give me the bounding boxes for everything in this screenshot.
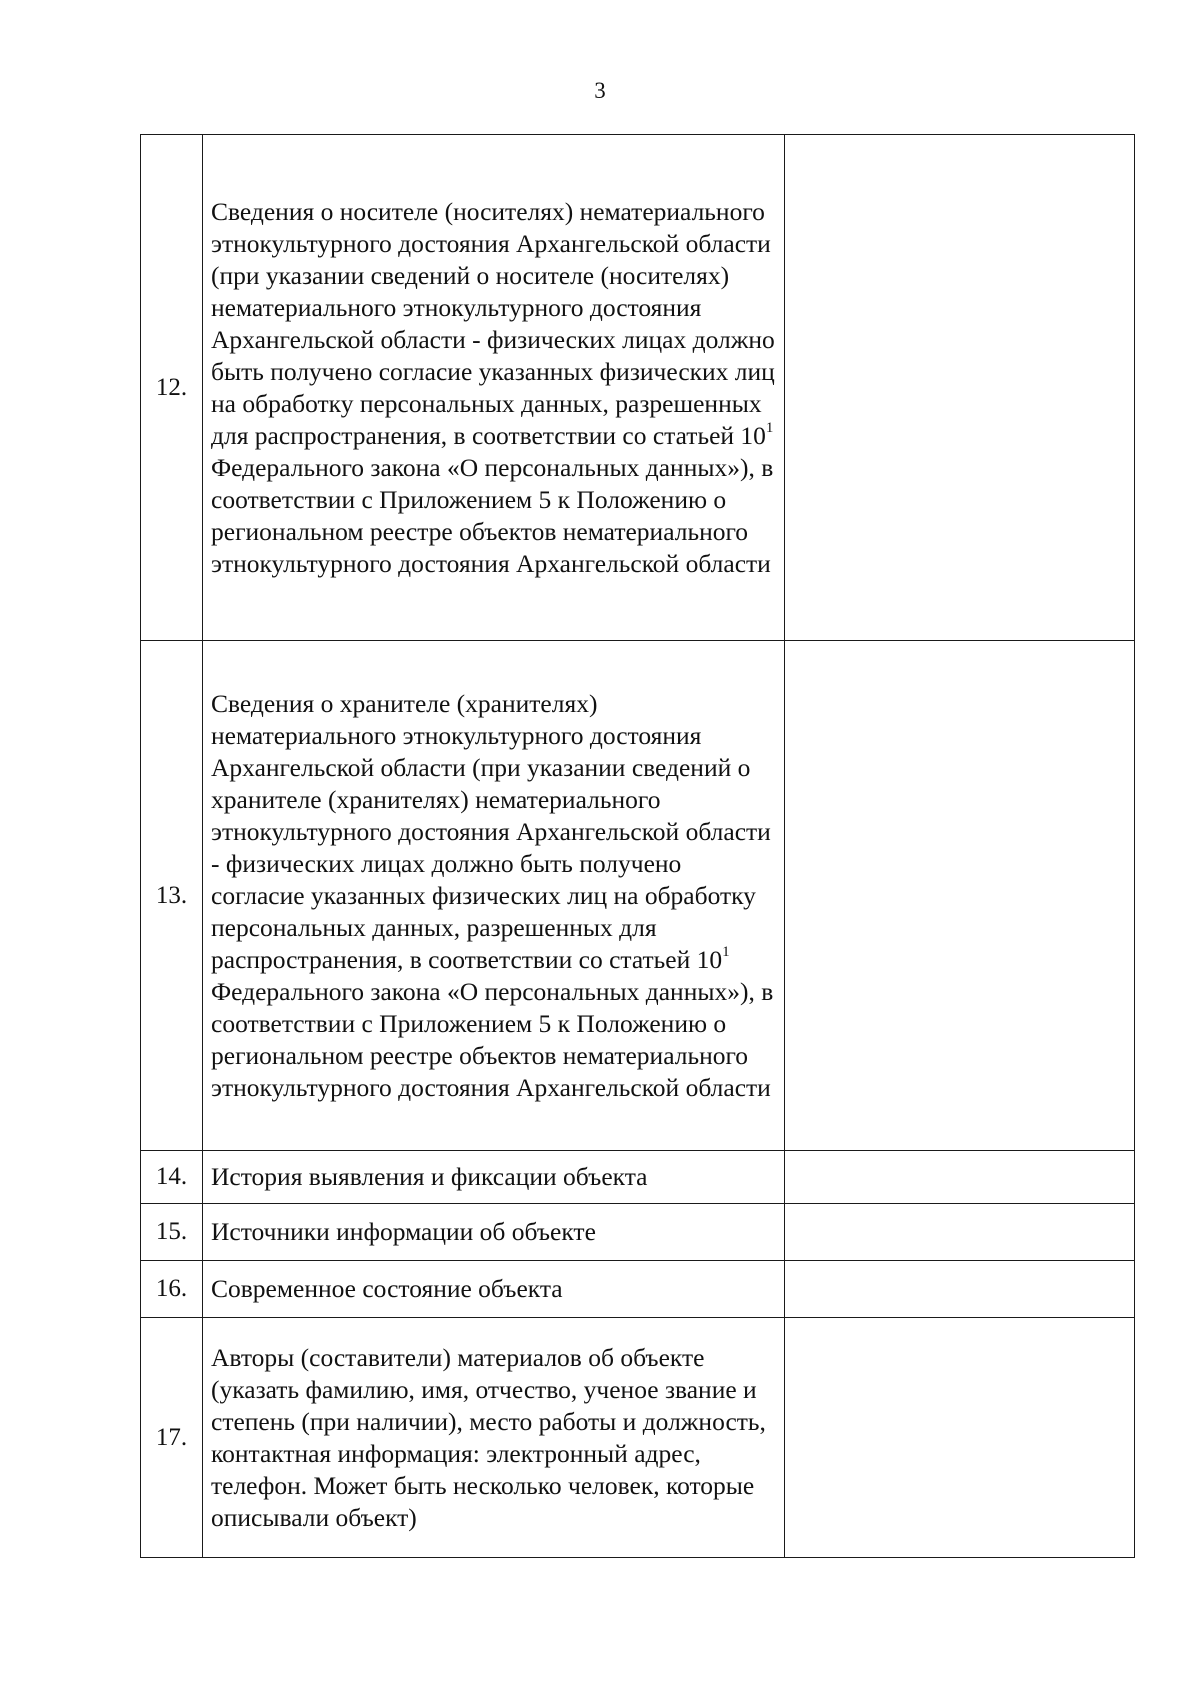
table-row bbox=[141, 1151, 1135, 1204]
row-text-continued: Федерального закона «О персональных данных»), в соответствии с Приложением 5 к Положению о региональном реестре объектов нематериального этнокультурного достояния Архангельской области bbox=[211, 452, 774, 578]
page-number: 3 bbox=[594, 78, 606, 103]
row-number: 17. bbox=[141, 1318, 203, 1558]
superscript-mark: 1 bbox=[765, 420, 774, 436]
table-row bbox=[141, 1318, 1135, 1558]
row-value-field[interactable] bbox=[785, 1204, 1135, 1261]
row-value-field[interactable] bbox=[785, 135, 1135, 641]
row-text: Сведения о хранителе (хранителях) нематериального этнокультурного достояния Архангельской области (при указании сведений о хранителе (хранителях) нематериального этнокультурного достояния Архангельской области - физических лицах должно быть получено согласие указанных физических лиц на обработку персональных данных, разрешенных для распространения, в соответствии со статьей 10 bbox=[211, 688, 771, 974]
table-row bbox=[141, 641, 1135, 1151]
row-value-field[interactable] bbox=[785, 1318, 1135, 1558]
row-description: Авторы (составители) материалов об объекте (указать фамилию, имя, отчество, ученое звание и степень (при наличии), место работы и должность, контактная информация: электронный адрес, телефон. Может быть несколько человек, которые описывали объект) bbox=[203, 1318, 785, 1558]
row-number: 16. bbox=[141, 1261, 203, 1318]
row-description: История выявления и фиксации объекта bbox=[203, 1151, 785, 1204]
row-description: Современное состояние объекта bbox=[203, 1261, 785, 1318]
row-number: 13. bbox=[141, 641, 203, 1151]
row-text: Сведения о носителе (носителях) нематериального этнокультурного достояния Архангельской области (при указании сведений о носителе (носителях) нематериального этнокультурного достояния Архангельской области - физических лицах должно быть получено согласие указанных физических лиц на обработку персональных данных, разрешенных для распространения, в соответствии со статьей 10 bbox=[211, 196, 775, 450]
row-number: 15. bbox=[141, 1204, 203, 1261]
row-text-continued: Федерального закона «О персональных данных»), в соответствии с Приложением 5 к Положению о региональном реестре объектов нематериального этнокультурного достояния Архангельской области bbox=[211, 976, 774, 1102]
row-value-field[interactable] bbox=[785, 641, 1135, 1151]
table-row bbox=[141, 135, 1135, 641]
row-description bbox=[203, 641, 785, 1151]
row-number: 12. bbox=[141, 135, 203, 641]
registry-form-table bbox=[140, 134, 1135, 1558]
row-value-field[interactable] bbox=[785, 1261, 1135, 1318]
table-row bbox=[141, 1204, 1135, 1261]
superscript-mark: 1 bbox=[722, 944, 730, 960]
row-value-field[interactable] bbox=[785, 1151, 1135, 1204]
row-description bbox=[203, 135, 785, 641]
table-row bbox=[141, 1261, 1135, 1318]
row-number: 14. bbox=[141, 1151, 203, 1204]
row-description: Источники информации об объекте bbox=[203, 1204, 785, 1261]
